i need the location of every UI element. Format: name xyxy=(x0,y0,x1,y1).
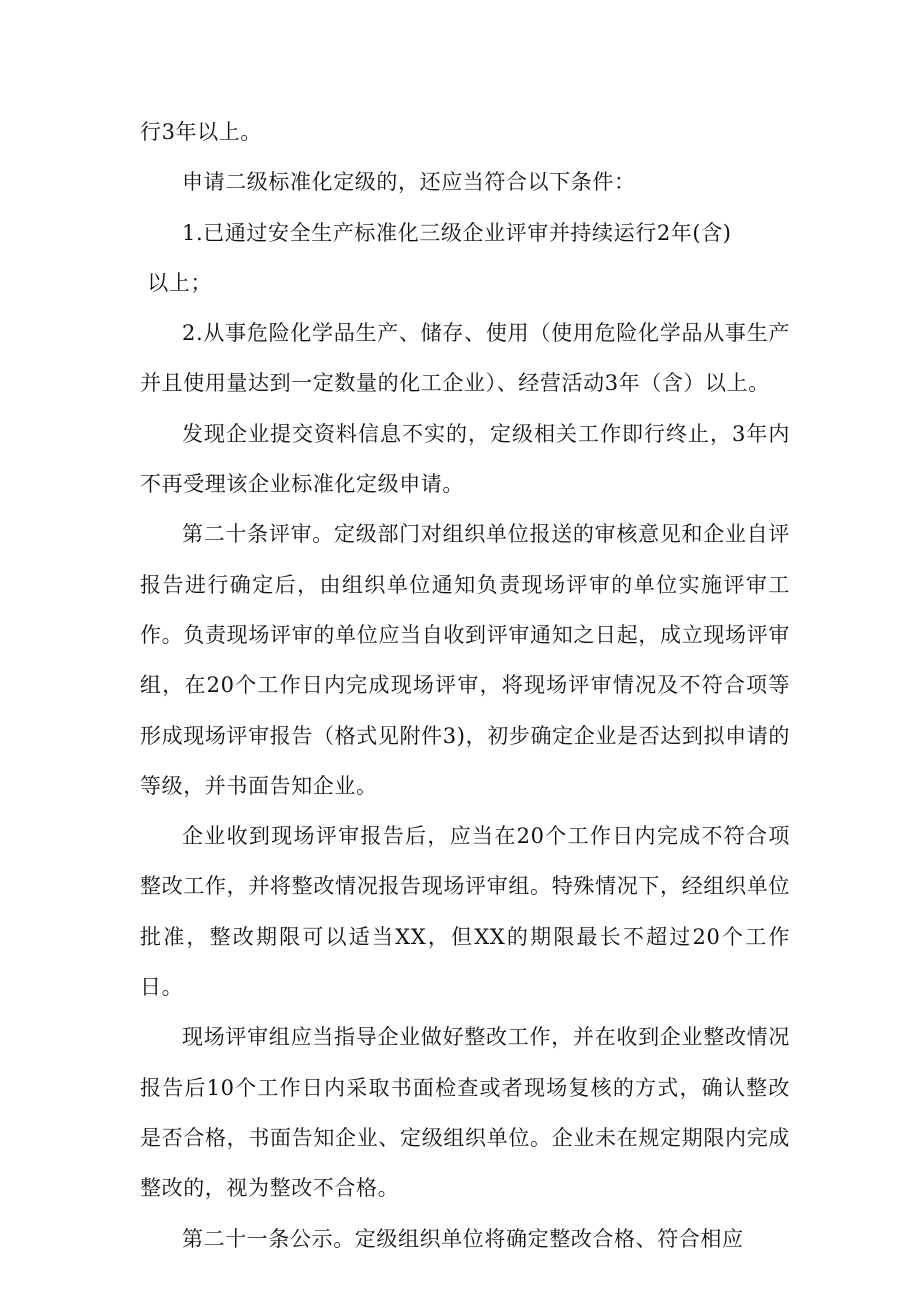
paragraph-rectification: 企业收到现场评审报告后，应当在20个工作日内完成不符合项整改工作，并将整改情况报告现场评审组。特殊情况下，经组织单位批准，整改期限可以适当XX，但XX的期限最长不超过20个工作日。 xyxy=(140,824,790,1000)
paragraph-article-20: 第二十条评审。定级部门对组织单位报送的审核意见和企业自评报告进行确定后，由组织单位通知负责现场评审的单位实施评审工作。负责现场评审的单位应当自收到评审通知之日起，成立现场评审组，在20个工作日内完成现场评审，将现场评审情况及不符合项等形成现场评审报告（格式见附件3)，初步确定企业是否达到拟申请的等级，并书面告知企业。 xyxy=(140,522,790,798)
paragraph-level2-conditions: 申请二级标准化定级的，还应当符合以下条件： xyxy=(182,170,636,195)
paragraph-review-team: 现场评审组应当指导企业做好整改工作，并在收到企业整改情况报告后10个工作日内采取书面检查或者现场复核的方式，确认整改是否合格，书面告知企业、定级组织单位。企业未在规定期限内完成整改的，视为整改不合格。 xyxy=(140,1025,790,1201)
paragraph-continuation: 行3年以上。 xyxy=(140,120,262,144)
paragraph-false-info: 发现企业提交资料信息不实的，定级相关工作即行终止，3年内不再受理该企业标准化定级申请。 xyxy=(140,421,790,497)
paragraph-condition-1: 1.已通过安全生产标准化三级企业评审并持续运行2年(含) 以上； xyxy=(147,220,732,295)
paragraph-condition-2: 2.从事危险化学品生产、储存、使用（使用危险化学品从事生产并且使用量达到一定数量的化工企业）、经营活动3年（含）以上。 xyxy=(140,321,790,396)
paragraph-article-21: 第二十一条公示。定级组织单位将确定整改合格、符合相应 xyxy=(182,1226,744,1251)
document-body xyxy=(140,107,790,1264)
